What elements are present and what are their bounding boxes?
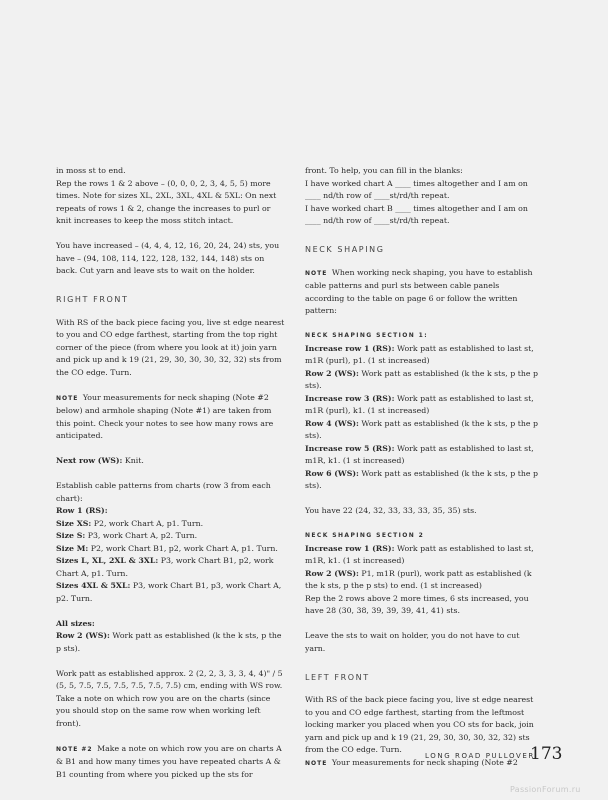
note-paragraph: [56, 743, 286, 782]
note-label: NOTE: [56, 394, 79, 402]
subsection-heading: NECK SHAPING SECTION 1:: [305, 332, 429, 339]
paragraph: Rep the rows 1 & 2 above – (0, 0, 0, 2, 3, 4, 5, 5) more times. Note for sizes XL, 2XL, 3XL, 4XL & 5XL: On next repeats of rows 1 & 2, change the increases to purl or knit increases to keep the moss stitch intact.: [56, 178, 277, 225]
instruction-label: Row 6 (WS):: [305, 468, 359, 478]
instruction-text: Work patt as established (k the k sts, p the p sts).: [305, 418, 538, 440]
instruction-label: Increase row 1 (RS):: [305, 543, 395, 553]
instruction-label: Sizes L, XL, 2XL & 3XL:: [56, 556, 159, 565]
subsection-heading: NECK SHAPING SECTION 2: [305, 532, 425, 539]
paragraph: front. To help, you can fill in the blanks:: [305, 166, 463, 175]
instruction-text: Work patt as established (k the k sts, p the p sts).: [56, 631, 282, 653]
instruction: [305, 343, 538, 368]
note-label: NOTE #2: [56, 745, 93, 753]
instruction-text: P3, work Chart B1, p3, work Chart A, p2. Turn.: [56, 581, 282, 603]
instruction-label: Row 2 (WS):: [305, 368, 359, 378]
paragraph: Leave the sts to wait on holder, you do not have to cut yarn.: [305, 631, 520, 653]
instruction-label: Row 1 (RS):: [56, 506, 108, 515]
instruction-label: Increase row 5 (RS):: [305, 443, 395, 453]
instruction-label: Row 2 (WS):: [305, 568, 359, 578]
instruction-label: Row 4 (WS):: [305, 418, 359, 428]
note-label: NOTE: [305, 759, 328, 767]
instruction: [305, 418, 538, 443]
left-column: [56, 165, 286, 781]
paragraph: Rep the 2 rows above 2 more times, 6 sts increased, you have 28 (30, 38, 39, 39, 39, 41, 41) sts.: [305, 593, 529, 615]
instruction: [56, 618, 286, 631]
instruction: [56, 543, 286, 556]
note-text: Make a note on which row you are on charts A & B1 and how many times you have repeated charts A & B1 counting from where you picked up the sts for: [56, 743, 282, 779]
note-paragraph: [56, 392, 286, 443]
paragraph: I have worked chart A ____ times altogether and I am on ____ nd/th row of ____st/rd/th repeat.: [305, 178, 528, 200]
right-column: [305, 165, 538, 770]
paragraph: With RS of the back piece facing you, live st edge nearest to you and CO edge farthest, starting from the top right corner of the piece (from where you look at it) join yarn and pick up and k 19 (21, 29, 30, 30, 30, 32, 32) sts from the CO edge. Turn.: [56, 317, 285, 377]
instruction-label: Row 2 (WS):: [56, 631, 110, 640]
instruction-label: All sizes:: [56, 618, 95, 628]
instruction-label: Size M:: [56, 543, 89, 553]
instruction: [305, 443, 538, 468]
running-footer-title: LONG ROAD PULLOVER: [425, 752, 535, 760]
paragraph: I have worked chart B ____ times altogether and I am on ____ nd/th row of ____st/rd/th repeat.: [305, 203, 528, 225]
note-label: NOTE: [305, 269, 328, 277]
instruction-text: P2, work Chart A, p1. Turn.: [91, 518, 204, 528]
watermark: PassionForum.ru: [510, 785, 581, 794]
section-heading-right-front: RIGHT FRONT: [56, 295, 129, 304]
paragraph: Establish cable patterns from charts (row 3 from each chart):: [56, 481, 271, 503]
instruction-text: P2, work Chart B1, p2, work Chart A, p1. Turn.: [88, 543, 278, 553]
instruction: [305, 393, 538, 418]
instruction-label: Size XS:: [56, 518, 92, 528]
instruction: [305, 468, 538, 493]
instruction: [305, 543, 538, 568]
instruction-text: Work patt as established (k the k sts, p the p sts).: [305, 468, 538, 490]
instruction-label: Next row (WS):: [56, 456, 123, 465]
instruction: [305, 368, 538, 393]
instruction-label: Sizes 4XL & 5XL:: [56, 581, 131, 590]
instruction: [305, 568, 538, 593]
paragraph: in moss st to end.: [56, 166, 126, 175]
instruction: [56, 518, 286, 531]
note-text: Your measurements for neck shaping (Note #2: [331, 757, 518, 767]
instruction: [56, 555, 286, 580]
instruction-text: Work patt as established to last st, m1R (purl), k1. (1 st increased): [305, 393, 534, 415]
instruction-text: Work patt as established to last st, m1R, k1. (1 st increased): [305, 443, 534, 465]
instruction-text: Work patt as established (k the k sts, p the p sts).: [305, 368, 538, 390]
instruction-label: Size S:: [56, 531, 86, 540]
instruction-text: Work patt as established to last st, m1R (purl), p1. (1 st increased): [305, 343, 534, 365]
instruction-text: P3, work Chart B1, p2, work Chart A, p1. Turn.: [56, 556, 274, 578]
instruction: [56, 530, 286, 543]
instruction: [56, 455, 286, 468]
instruction: [56, 630, 286, 655]
note-text: Your measurements for neck shaping (Note #2 below) and armhole shaping (Note #1) are taken from this point. Check your notes to see how many rows are anticipated.: [56, 392, 274, 440]
instruction-text: P1, m1R (purl), work patt as established (k the k sts, p the p sts) to end. (1 st increased): [305, 568, 532, 590]
paragraph: With RS of the back piece facing you, live st edge nearest to you and CO edge farthest, starting from the leftmost locking marker you placed when you CO sts for back, join yarn and pick up and k 19 (21, 29, 30, 30, 30, 32, 32) sts from the CO edge. Turn.: [305, 695, 534, 754]
note-paragraph: [305, 267, 538, 318]
instruction-label: Increase row 1 (RS):: [305, 343, 395, 353]
instruction: [56, 580, 286, 605]
section-heading-neck-shaping: NECK SHAPING: [305, 245, 385, 254]
paragraph: You have increased – (4, 4, 4, 12, 16, 20, 24, 24) sts, you have – (94, 108, 114, 122, 128, 132, 144, 148) sts on back. Cut yarn and leave sts to wait on the holder.: [56, 241, 280, 275]
paragraph: You have 22 (24, 32, 33, 33, 33, 35, 35) sts.: [305, 506, 477, 515]
instruction-text: P3, work Chart A, p2. Turn.: [85, 531, 198, 540]
instruction-text: Work patt as established to last st, m1R, k1. (1 st increased): [305, 543, 534, 565]
page-number: 173: [530, 744, 563, 764]
instruction: [56, 505, 286, 518]
instruction-label: Increase row 3 (RS):: [305, 393, 395, 403]
note-text: When working neck shaping, you have to establish cable patterns and purl sts between cable panels according to the table on page 6 or follow the written pattern:: [305, 267, 533, 315]
section-heading-left-front: LEFT FRONT: [305, 672, 370, 682]
instruction-text: Knit.: [122, 456, 144, 465]
paragraph: Work patt as established approx. 2 (2, 2, 3, 3, 3, 4, 4)" / 5 (5, 5, 7.5, 7.5, 7.5, 7.5, 7.5, 7.5) cm, ending with WS row. Take a note on which row you are on the charts (since you should stop on the same row when working left front).: [56, 668, 283, 728]
